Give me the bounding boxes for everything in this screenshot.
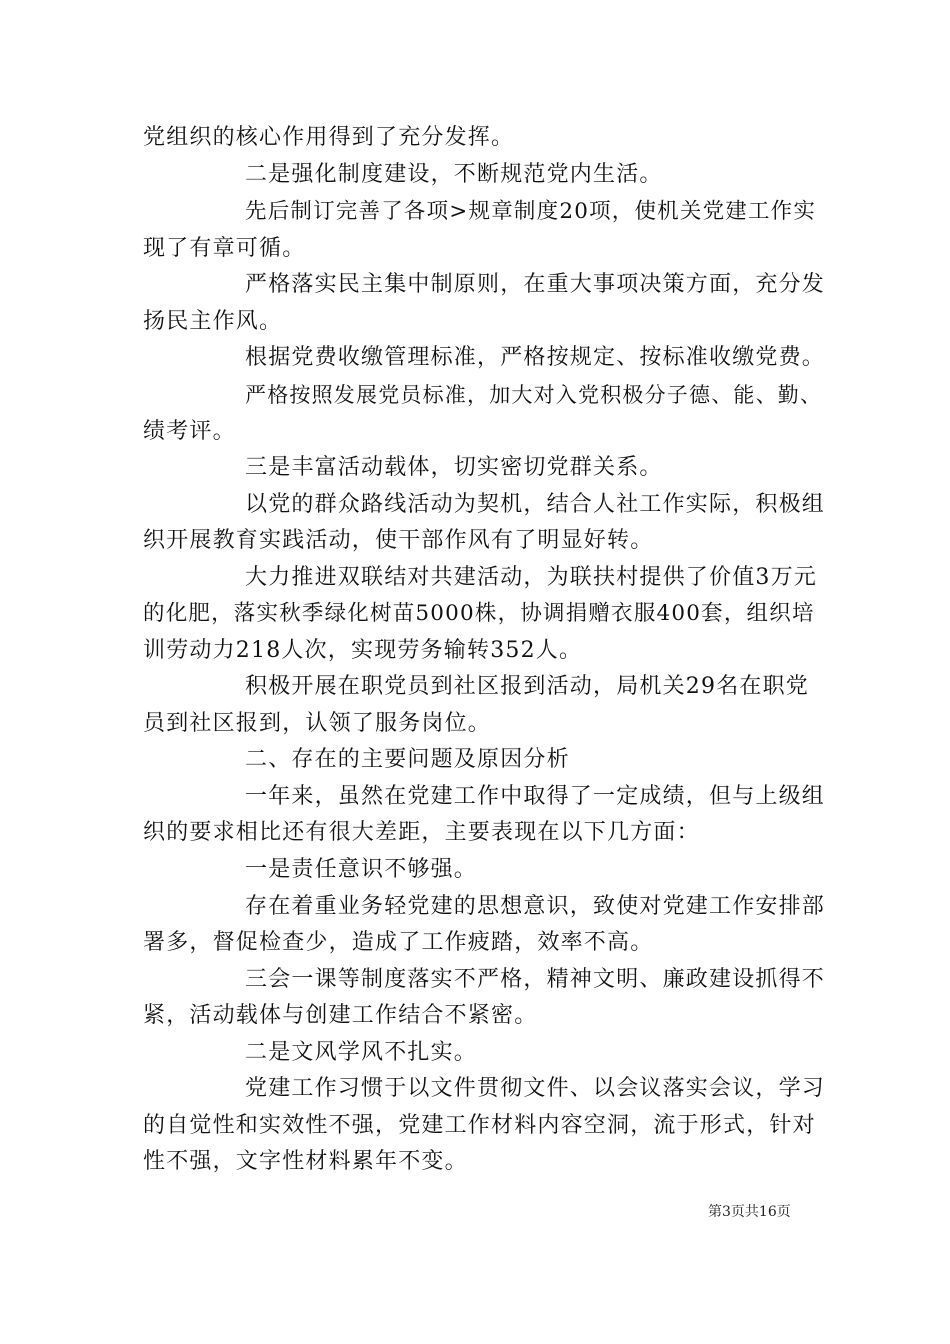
text-line: 扬民主作风。 — [143, 309, 283, 334]
section-heading: 二、存在的主要问题及原因分析 — [245, 747, 570, 772]
text-line: 党建工作习惯于以文件贯彻文件、以会议落实会议，学习 — [245, 1076, 826, 1101]
text-line: 二是强化制度建设，不断规范党内生活。 — [245, 162, 663, 187]
text-line: 党组织的核心作用得到了充分发挥。 — [143, 125, 515, 150]
text-line: 严格落实民主集中制原则，在重大事项决策方面，充分发 — [245, 272, 826, 297]
text-line: 大力推进双联结对共建活动，为联扶村提供了价值3万元 — [245, 565, 817, 590]
text-line: 绩考评。 — [143, 419, 236, 444]
text-line: 二是文风学风不扎实。 — [245, 1040, 478, 1065]
text-line: 先后制订完善了各项>规章制度20项，使机关党建工作实 — [245, 199, 817, 224]
text-line: 根据党费收缴管理标准，严格按规定、按标准收缴党费。 — [245, 345, 826, 370]
text-line: 严格按照发展党员标准，加大对入党积极分子德、能、勤、 — [245, 383, 823, 407]
text-line: 三会一课等制度落实不严格，精神文明、廉政建设抓得不 — [245, 967, 826, 992]
page-number: 第3页共16页 — [708, 1204, 791, 1220]
text-line: 的化肥，落实秋季绿化树苗5000株，协调捐赠衣服400套，组织培 — [143, 601, 815, 626]
text-line: 署多，督促检查少，造成了工作疲踏，效率不高。 — [143, 930, 654, 955]
text-line: 织开展教育实践活动，使干部作风有了明显好转。 — [143, 528, 654, 553]
text-line: 存在着重业务轻党建的思想意识，致使对党建工作安排部 — [245, 894, 826, 919]
text-line: 员到社区报到，认领了服务岗位。 — [143, 711, 492, 736]
text-line: 性不强，文字性材料累年不变。 — [143, 1149, 468, 1174]
text-line: 现了有章可循。 — [143, 236, 306, 261]
text-line: 一是责任意识不够强。 — [245, 857, 478, 882]
text-line: 以党的群众路线活动为契机，结合人社工作实际，积极组 — [245, 492, 826, 517]
text-line: 三是丰富活动载体，切实密切党群关系。 — [245, 455, 663, 480]
text-line: 紧，活动载体与创建工作结合不紧密。 — [143, 1003, 538, 1028]
text-line: 一年来，虽然在党建工作中取得了一定成绩，但与上级组 — [245, 784, 826, 809]
text-line: 织的要求相比还有很大差距，主要表现在以下几方面： — [143, 820, 700, 845]
text-line: 的自觉性和实效性不强，党建工作材料内容空洞，流于形式，针对 — [143, 1113, 816, 1138]
text-line: 积极开展在职党员到社区报到活动，局机关29名在职党 — [245, 674, 809, 699]
text-line: 训劳动力218人次，实现劳务输转352人。 — [143, 638, 583, 663]
